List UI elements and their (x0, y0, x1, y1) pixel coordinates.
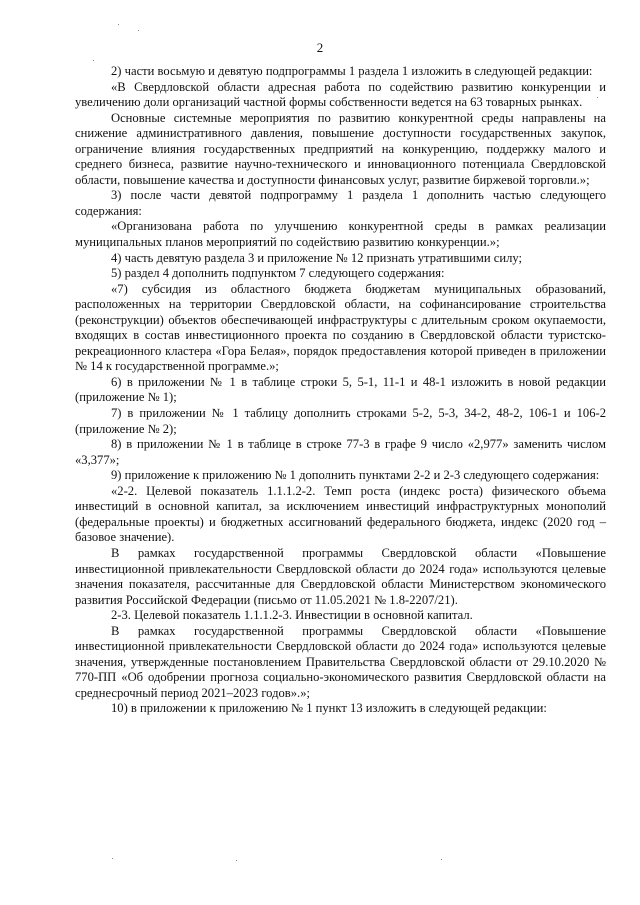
scan-speck (236, 860, 237, 861)
scan-speck (441, 859, 442, 860)
paragraph: 5) раздел 4 дополнить подпунктом 7 следующего содержания: (111, 266, 445, 281)
document-body (75, 64, 606, 717)
scan-speck (93, 60, 94, 61)
scan-speck (138, 30, 139, 31)
paragraph: 8) в приложении № 1 в таблице в строке 77-3 в графе 9 число «2,977» заменить числом «3,377»; (75, 437, 606, 467)
paragraph: В рамках государственной программы Свердловской области «Повышение инвестиционной привлекательности Свердловской области до 2024 года» используются целевые значения показателя, рассчитанные для Свердловской области Министерством экономического развития Российской Федерации (письмо от 11.05.2021 № 1.8-2207/21). (75, 545, 606, 607)
paragraph: 9) приложение к приложению № 1 дополнить пунктами 2-2 и 2-3 следующего содержания: (111, 468, 600, 483)
scan-speck (597, 97, 598, 98)
scan-speck (118, 24, 119, 25)
paragraph: «2-2. Целевой показатель 1.1.1.2-2. Темп роста (индекс роста) физического объема инвестиций в основной капитал, за исключением инвестиций инфраструктурных монополий (федеральные проекты) и бюджетных ассигнований федерального бюджета, индекс (2020 год – базовое значение). (75, 483, 606, 545)
paragraph: «В Свердловской области адресная работа по содействию развитию конкуренции и увеличению доли организаций частной формы собственности ведется на 63 товарных рынках. (75, 79, 606, 110)
paragraph: 7) в приложении № 1 таблицу дополнить строками 5-2, 5-3, 34-2, 48-2, 106-1 и 106-2 (приложение № 2); (75, 406, 606, 436)
paragraph: В рамках государственной программы Свердловской области «Повышение инвестиционной привлекательности Свердловской области до 2024 года» используются целевые значения, утвержденные постановлением Правительства Свердловской области от 29.10.2020 № 770-ПП «Об одобрении прогноза социально-экономического развития Свердловской области на среднесрочный период 2021–2023 годов».»; (75, 623, 606, 700)
scan-speck (112, 858, 113, 859)
paragraph: 2) части восьмую и девятую подпрограммы 1 раздела 1 изложить в следующей редакции: (111, 64, 593, 78)
page-number: 2 (316, 40, 324, 55)
paragraph: 3) после части девятой подпрограмму 1 раздела 1 дополнить частью следующего содержания: (75, 188, 606, 218)
paragraph: Основные системные мероприятия по развитию конкурентной среды направлены на снижение административного давления, повышение доступности государственных закупок, ограничение влияния государственных предприятий на конкуренцию, поддержку малого и среднего бизнеса, развитие научно-технического и инновационного потенциала Свердловской области, повышение качества и доступности финансовых услуг, развитие биржевой торговли.»; (75, 110, 606, 187)
paragraph: 4) часть девятую раздела 3 и приложение № 12 признать утратившими силу; (111, 250, 522, 265)
paragraph: 6) в приложении № 1 в таблице строки 5, 5-1, 11-1 и 48-1 изложить в новой редакции (приложение № 1); (75, 374, 606, 405)
paragraph: 10) в приложении к приложению № 1 пункт 13 изложить в следующей редакции: (111, 701, 547, 716)
paragraph: 2-3. Целевой показатель 1.1.1.2-3. Инвестиции в основной капитал. (111, 608, 473, 623)
paragraph: «Организована работа по улучшению конкурентной среды в рамках реализации муниципальных планов мероприятий по содействию развитию конкуренции.»; (75, 219, 606, 250)
paragraph: «7) субсидия из областного бюджета бюджетам муниципальных образований, расположенных на территории Свердловской области, на софинансирование строительства (реконструкции) объектов обеспечивающей инфраструктуры с длительным сроком окупаемости, входящих в состав инвестиционного проекта по созданию в Свердловской области туристско-рекреационного кластера «Гора Белая», порядок предоставления которой приведен в приложении № 14 к государственной программе.»; (75, 281, 606, 374)
